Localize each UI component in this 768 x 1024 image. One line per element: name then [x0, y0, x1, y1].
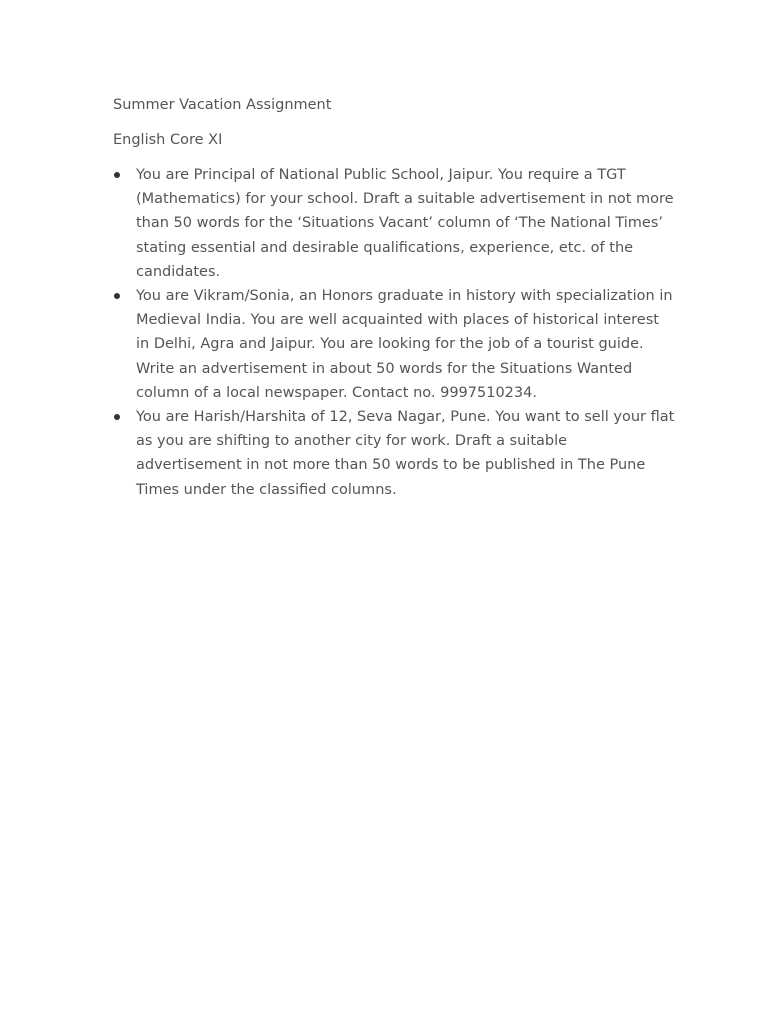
assignment-list: [113, 163, 675, 502]
list-item-text: You are Principal of National Public School, Jaipur. You require a TGT (Mathematics) for your school. Draft a suitable advertisement in not more than 50 words for the ‘Situations Vacant’ column of ‘The National Times’ stating essential and desirable qualifications, experience, etc. of the candidates.: [136, 167, 674, 280]
document-title: Summer Vacation Assignment: [113, 97, 332, 113]
document-subtitle: English Core XI: [113, 132, 223, 148]
list-item-text: You are Harish/Harshita of 12, Seva Nagar, Pune. You want to sell your flat as you are shifting to another city for work. Draft a suitable advertisement in not more than 50 words to be published in The Pune Times under the classified columns.: [136, 409, 675, 498]
list-item: [113, 405, 675, 502]
bullet-icon: [114, 414, 120, 420]
list-item-text: You are Vikram/Sonia, an Honors graduate in history with specialization in Medieval India. You are well acquainted with places of historical interest in Delhi, Agra and Jaipur. You are looking for the job of a tourist guide. Write an advertisement in about 50 words for the Situations Wanted column of a local newspaper. Contact no. 9997510234.: [136, 288, 673, 401]
bullet-icon: [114, 293, 120, 299]
list-item: [113, 284, 675, 405]
list-item: [113, 163, 675, 284]
bullet-icon: [114, 172, 120, 178]
document-content: [113, 94, 675, 502]
